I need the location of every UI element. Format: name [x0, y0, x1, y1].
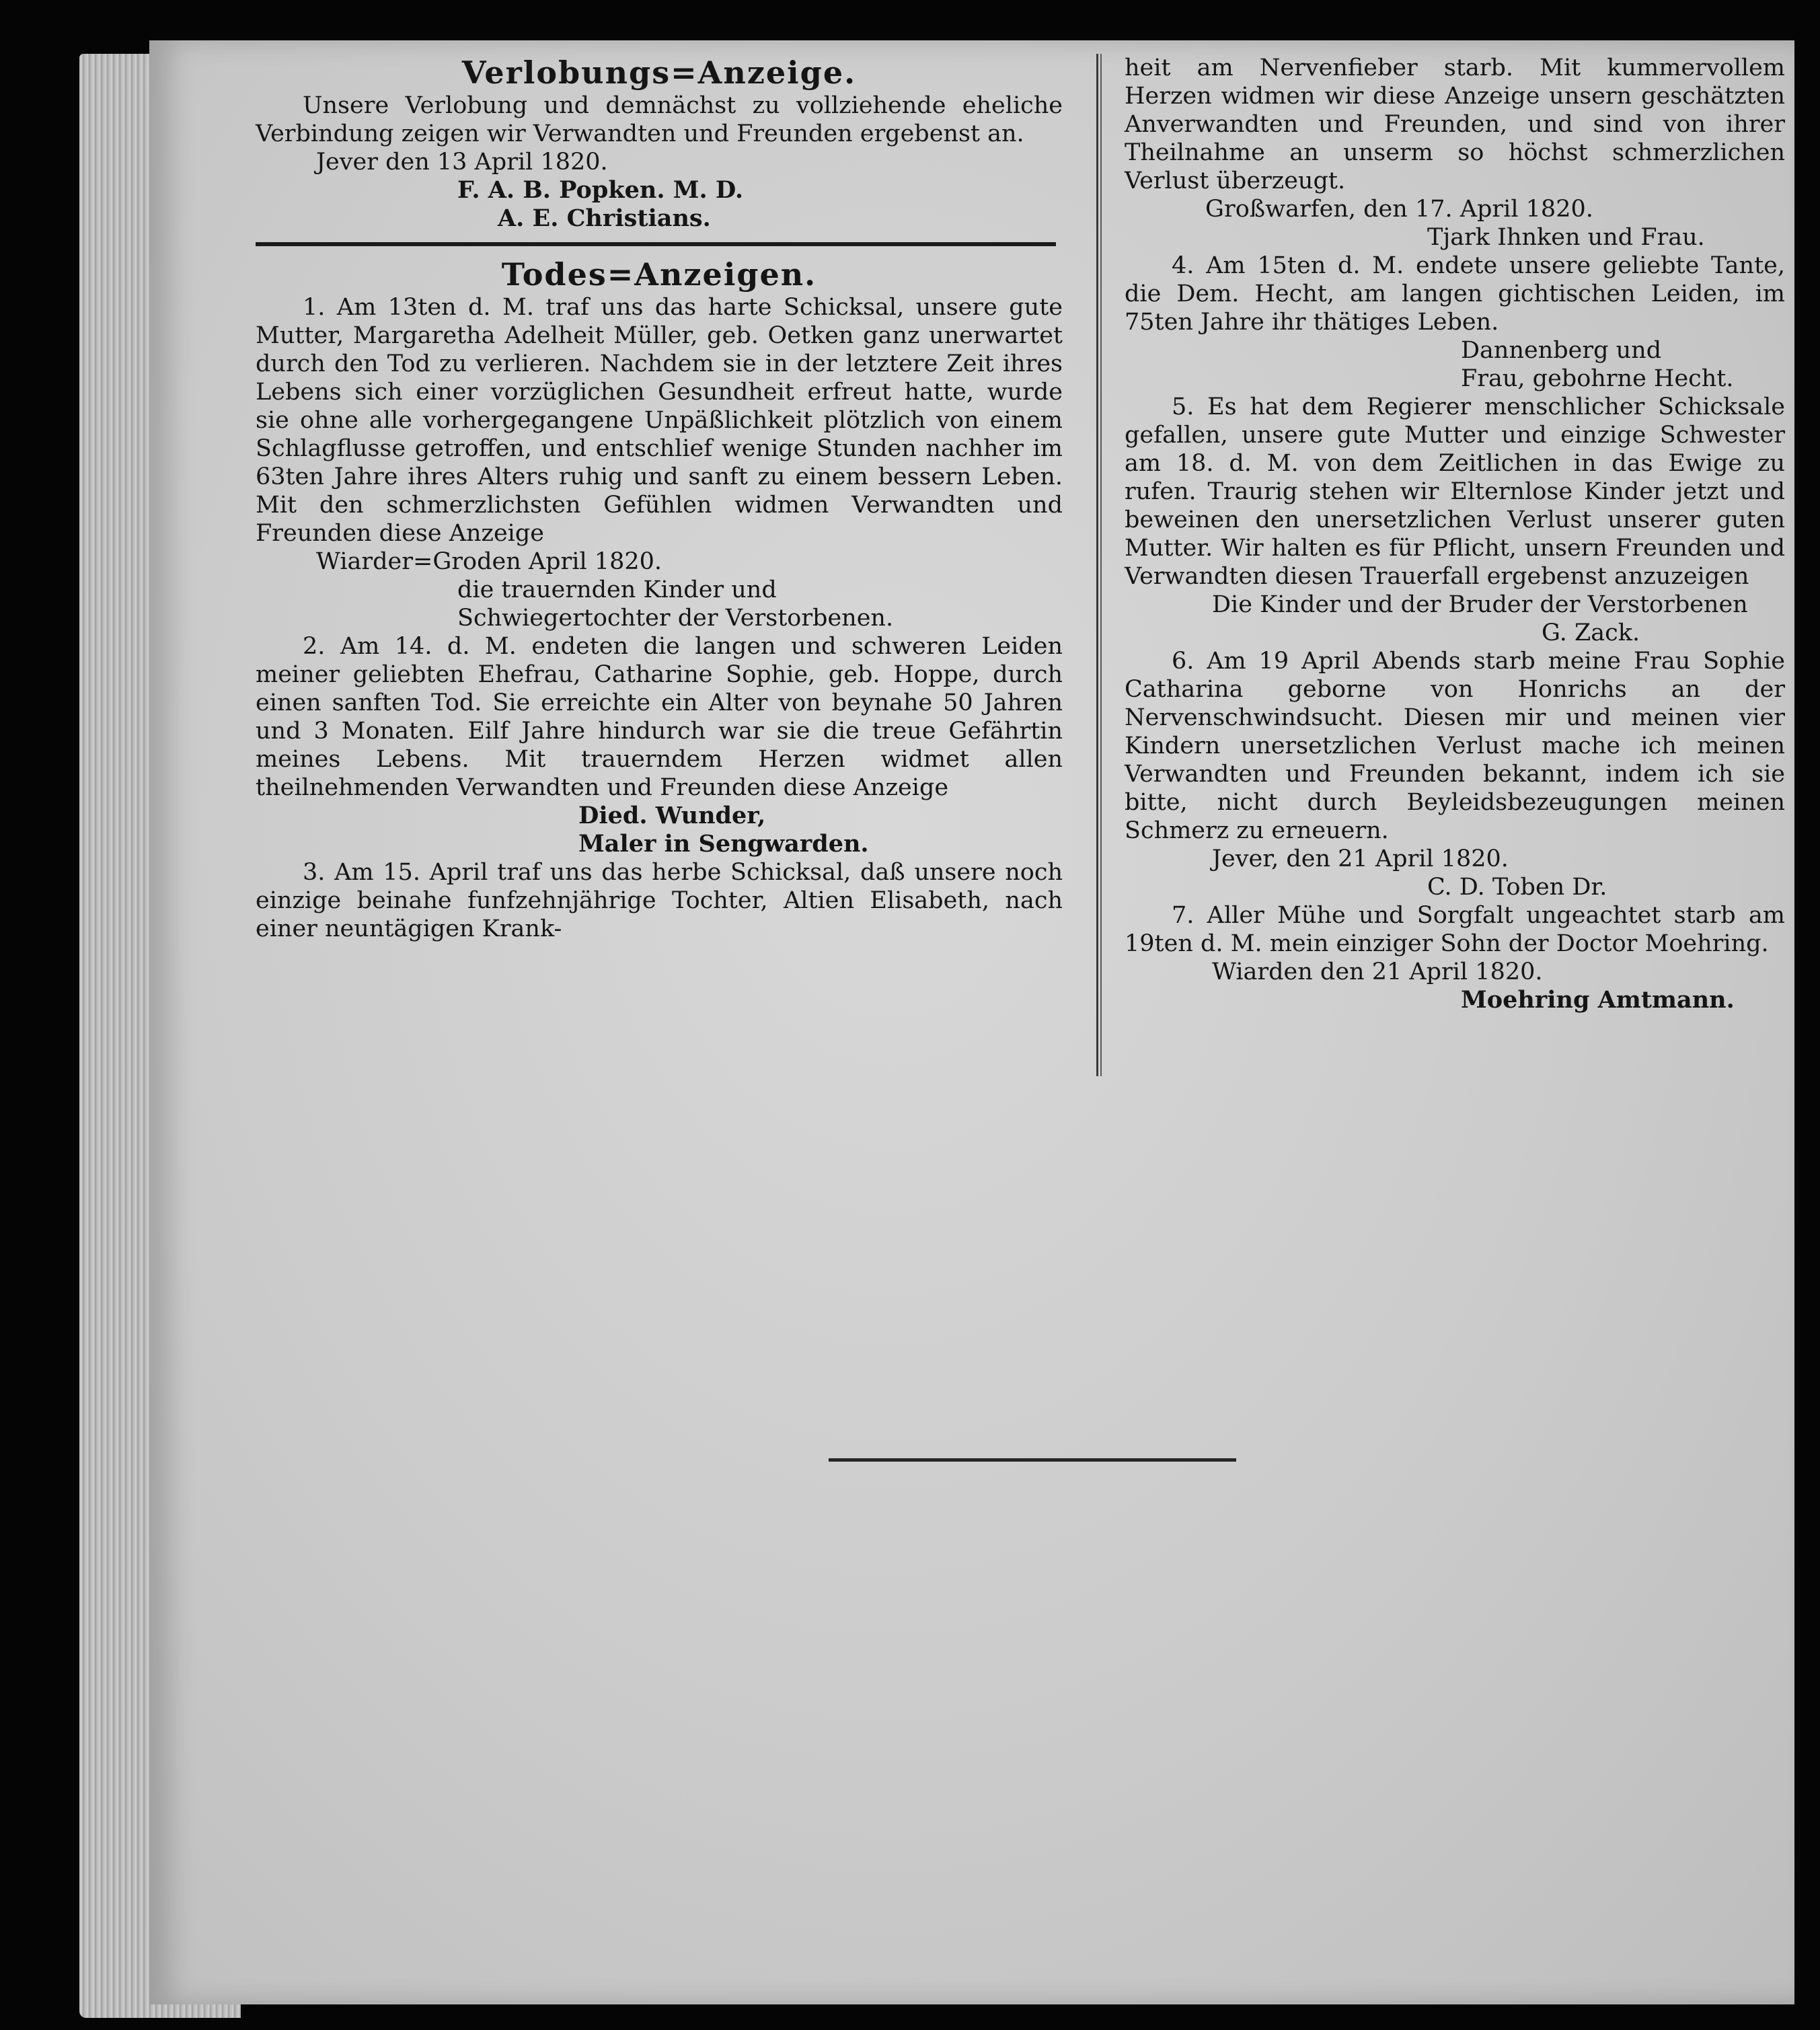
notice-7-text: 7. Aller Mühe und Sorgfalt ungeachtet starb am 19ten d. M. mein einziger Sohn der Doctor Moehring. — [1125, 902, 1785, 957]
notice-5-signature-1: Die Kinder und der Bruder der Verstorbenen — [1212, 591, 1748, 618]
notice-7-date: Wiarden den 21 April 1820. — [1212, 958, 1543, 985]
notice-4-signature-2: Frau, gebohrne Hecht. — [1461, 365, 1734, 392]
notice-2-signature-1: Died. Wunder, — [578, 802, 766, 829]
notice-1-signature-2: Schwiegertochter der Verstorbenen. — [457, 605, 894, 632]
column-divider — [1096, 54, 1102, 1076]
engagement-text: Unsere Verlobung und demnächst zu vollziehende eheliche Verbindung zeigen wir Verwandten und Freunden ergebenst an. — [256, 92, 1063, 147]
notice-1-text: 1. Am 13ten d. M. traf uns das harte Schicksal, unsere gute Mutter, Margaretha Adelheit Müller, geb. Oetken ganz unerwartet durch den Tod zu verlieren. Nachdem sie in der letztere Zeit ihres Lebens sich einer vorzüglichen Gesundheit erfreut hatte, wurde sie ohne alle vorhergegangene Unpäßlichkeit plötzlich von einem Schlagflusse getroffen, und entschlief wenige Stunden nachher im 63ten Jahre ihres Alters ruhig und sanft zu einem bessern Leben. Mit den schmerzlichsten Gefühlen widmen Verwandten und Freunden diese Anzeige — [256, 294, 1063, 547]
section-divider — [256, 242, 1056, 246]
notice-1-date: Wiarder=Groden April 1820. — [316, 548, 662, 575]
engagement-signature-2: A. E. Christians. — [498, 204, 711, 232]
right-column — [1125, 54, 1785, 1014]
notice-3-text-start: 3. Am 15. April traf uns das herbe Schicksal, daß unsere noch einzige beinahe funfzehnjährige Tochter, Altien Elisabeth, nach einer neuntägigen Krank- — [256, 859, 1063, 942]
notice-1-signature-1: die trauernden Kinder und — [457, 576, 777, 603]
notice-2-text: 2. Am 14. d. M. endeten die langen und schweren Leiden meiner geliebten Ehefrau, Catharine Sophie, geb. Hoppe, durch einen sanften Tod. Sie erreichte ein Alter von beynahe 50 Jahren und 3 Monaten. Eilf Jahre hindurch war sie die treue Gefährtin meines Lebens. Mit trauerndem Herzen widmet allen theilnehmenden Verwandten und Freunden diese Anzeige — [256, 633, 1063, 801]
notice-3-signature: Tjark Ihnken und Frau. — [1427, 224, 1705, 251]
left-column — [256, 54, 1063, 943]
notice-5-signature-2: G. Zack. — [1542, 619, 1640, 646]
notice-4-signature-1: Dannenberg und — [1461, 337, 1662, 364]
notice-5-text: 5. Es hat dem Regierer menschlicher Schicksale gefallen, unsere gute Mutter und einzige Schwester am 18. d. M. von dem Zeitlichen in das Ewige zu rufen. Traurig stehen wir Elternlose Kinder jetzt und beweinen den unersetzlichen Verlust unserer guten Mutter. Wir halten es für Pflicht, unsern Freunden und Verwandten diesen Trauerfall ergebenst anzuzeigen — [1125, 393, 1785, 590]
notice-3-text-end: heit am Nervenfieber starb. Mit kummervollem Herzen widmen wir diese Anzeige unsern geschätzten Anverwandten und Freunden, und sind von ihrer Theilnahme an unserm so höchst schmerzlichen Verlust überzeugt. — [1125, 54, 1785, 194]
notice-6-text: 6. Am 19 April Abends starb meine Frau Sophie Catharina geborne von Honrichs an der Nervenschwindsucht. Diesen mir und meinen vier Kindern unersetzlichen Verlust mache ich meinen Verwandten und Freunden bekannt, indem ich sie bitte, nicht durch Beyleidsbezeugungen meinen Schmerz zu erneuern. — [1125, 648, 1785, 844]
engagement-date: Jever den 13 April 1820. — [316, 149, 608, 176]
notice-4-text: 4. Am 15ten d. M. endete unsere geliebte Tante, die Dem. Hecht, am langen gichtischen Leiden, im 75ten Jahre ihr thätiges Leben. — [1125, 252, 1785, 336]
engagement-heading: Verlobungs=Anzeige. — [461, 54, 857, 91]
notice-2-signature-2: Maler in Sengwarden. — [578, 830, 869, 858]
notice-6-date: Jever, den 21 April 1820. — [1212, 845, 1509, 872]
closing-rule — [829, 1458, 1236, 1462]
notice-7-signature: Moehring Amtmann. — [1461, 986, 1735, 1014]
deaths-heading: Todes=Anzeigen. — [501, 256, 817, 293]
notice-3-date: Großwarfen, den 17. April 1820. — [1205, 196, 1593, 223]
engagement-signature-1: F. A. B. Popken. M. D. — [457, 176, 744, 204]
notice-6-signature: C. D. Toben Dr. — [1427, 874, 1607, 901]
